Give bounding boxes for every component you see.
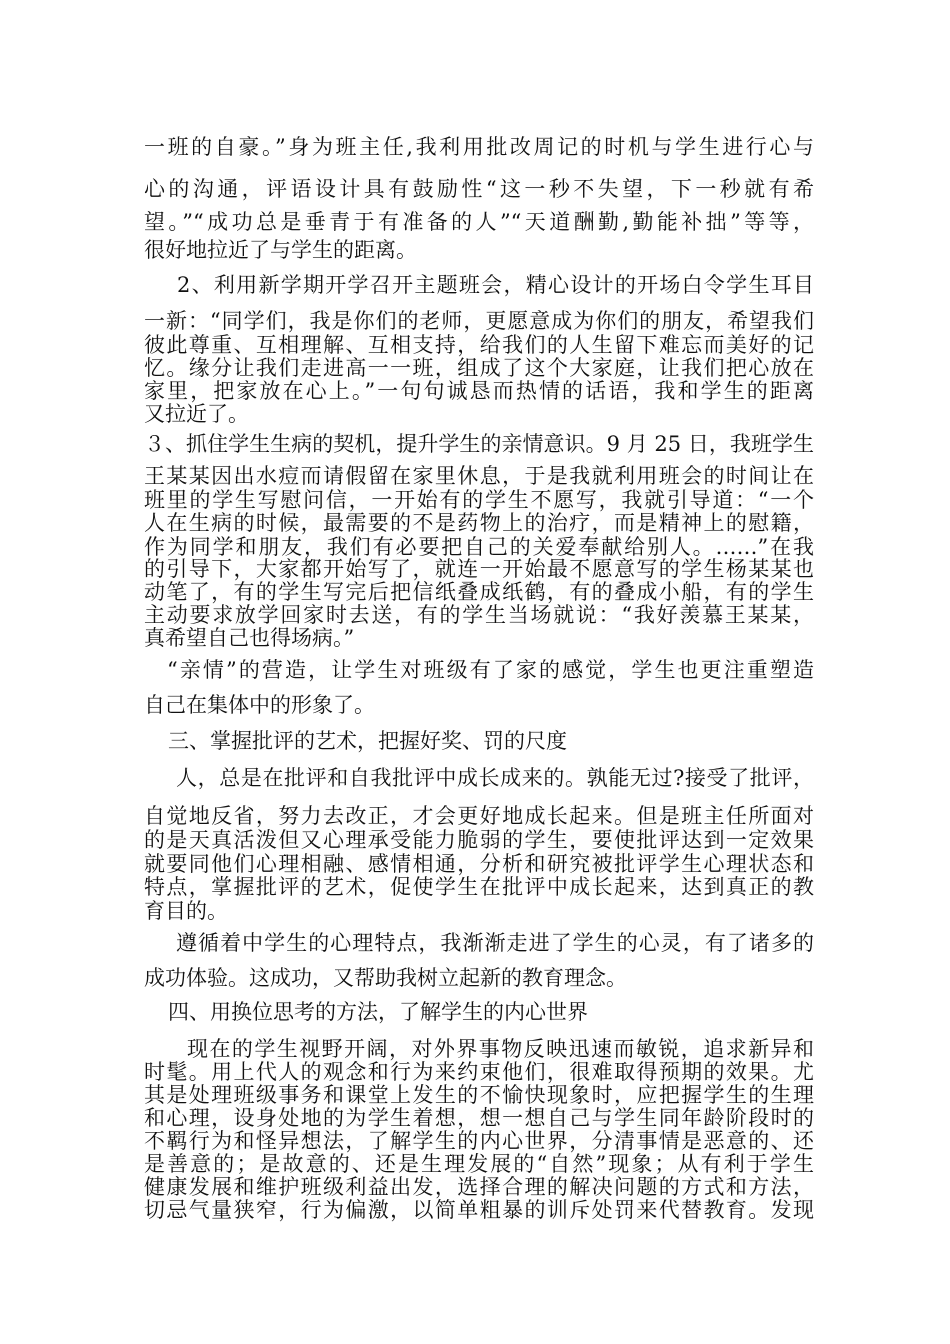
text-line: 人，总是在批评和自我批评中成长成来的。孰能无过?接受了批评， [176,766,814,790]
text-line: 就要同他们心理相融、感情相通，分析和研究被批评学生心理状态和 [144,852,814,876]
text-line: ３、抓住学生生病的契机，提升学生的亲情意识。9 月 25 日，我班学生 [144,432,814,456]
text-line: 很好地拉近了与学生的距离。 [144,238,417,262]
text-line: 自己在集体中的形象了。 [144,693,375,717]
text-line: 人在生病的时候，最需要的不是药物上的治疗，而是精神上的慰籍， [144,511,814,535]
text-line: 班里的学生写慰问信，一开始有的学生不愿写，我就引导道：“一个 [144,488,814,512]
text-line: 时髦。用上代人的观念和行为来约束他们，很难取得预期的效果。尤 [144,1060,814,1084]
text-line: 心的沟通，评语设计具有鼓励性“这一秒不失望，下一秒就有希 [144,177,814,201]
section-heading: 四、用换位思考的方法，了解学生的内心世界 [168,1000,588,1024]
text-line: “亲情”的营造，让学生对班级有了家的感觉，学生也更注重塑造 [167,658,814,682]
text-line: 育目的。 [144,899,228,923]
text-line: 真希望自己也得场病。” [144,626,355,650]
text-line: 彼此尊重、互相理解、互相支持，给我们的人生留下难忘而美好的记 [144,333,814,357]
text-line: 特点，掌握批评的艺术，促使学生在批评中成长起来，达到真正的教 [144,875,814,899]
text-line: 现在的学生视野开阔，对外界事物反映迅速而敏锐，追求新异和 [187,1037,814,1061]
text-line: 一新：“同学们，我是你们的老师，更愿意成为你们的朋友，希望我们 [144,309,814,333]
text-line: 一班的自豪。”身为班主任,我利用批改周记的时机与学生进行心与 [144,135,814,159]
section-heading: 三、掌握批评的艺术，把握好奖、罚的尺度 [168,729,567,753]
text-line: 遵循着中学生的心理特点，我渐渐走进了学生的心灵，有了诸多的 [176,931,814,955]
text-line: 切忌气量狭窄，行为偏激，以简单粗暴的训斥处罚来代替教育。发现 [144,1198,814,1222]
text-line: 和心理，设身处地的为学生着想，想一想自己与学生同年龄阶段时的 [144,1106,814,1130]
text-line: 的引导下，大家都开始写了，就连一开始最不愿意写的学生杨某某也 [144,557,814,581]
text-line: 其是处理班级事务和课堂上发生的不愉快现象时，应把握学生的生理 [144,1083,814,1107]
text-line: 自觉地反省，努力去改正，才会更好地成长起来。但是班主任所面对 [144,804,814,828]
text-line: 成功体验。这成功，又帮助我树立起新的教育理念。 [144,966,627,990]
text-line: 王某某因出水痘而请假留在家里休息，于是我就利用班会的时间让在 [144,464,814,488]
text-line: 家里，把家放在心上。”一句句诚恳而热情的话语，我和学生的距离 [144,379,814,403]
text-line: 忆。缘分让我们走进高一一班，组成了这个大家庭，让我们把心放在 [144,356,814,380]
text-line: 又拉近了。 [144,402,249,426]
text-line: 主动要求放学回家时去送，有的学生当场就说：“我好羡慕王某某， [144,603,814,627]
text-line: 2、利用新学期开学召开主题班会，精心设计的开场白令学生耳目 [177,273,814,297]
text-line: 作为同学和朋友，我们有必要把自己的关爱奉献给别人。……”在我 [144,535,814,559]
text-line: 动笔了，有的学生写完后把信纸叠成纸鹤，有的叠成小船，有的学生 [144,580,814,604]
text-line: 健康发展和维护班级利益出发，选择合理的解决问题的方式和方法， [144,1175,814,1199]
text-line: 的是天真活泼但又心理承受能力脆弱的学生，要使批评达到一定效果 [144,828,814,852]
text-line: 望。”“成功总是垂青于有准备的人”“天道酬勤,勤能补拙”等等， [144,210,814,234]
text-line: 是善意的；是故意的、还是生理发展的“自然”现象；从有利于学生 [144,1152,814,1176]
text-line: 不羁行为和怪异想法，了解学生的内心世界，分清事情是恶意的、还 [144,1129,814,1153]
